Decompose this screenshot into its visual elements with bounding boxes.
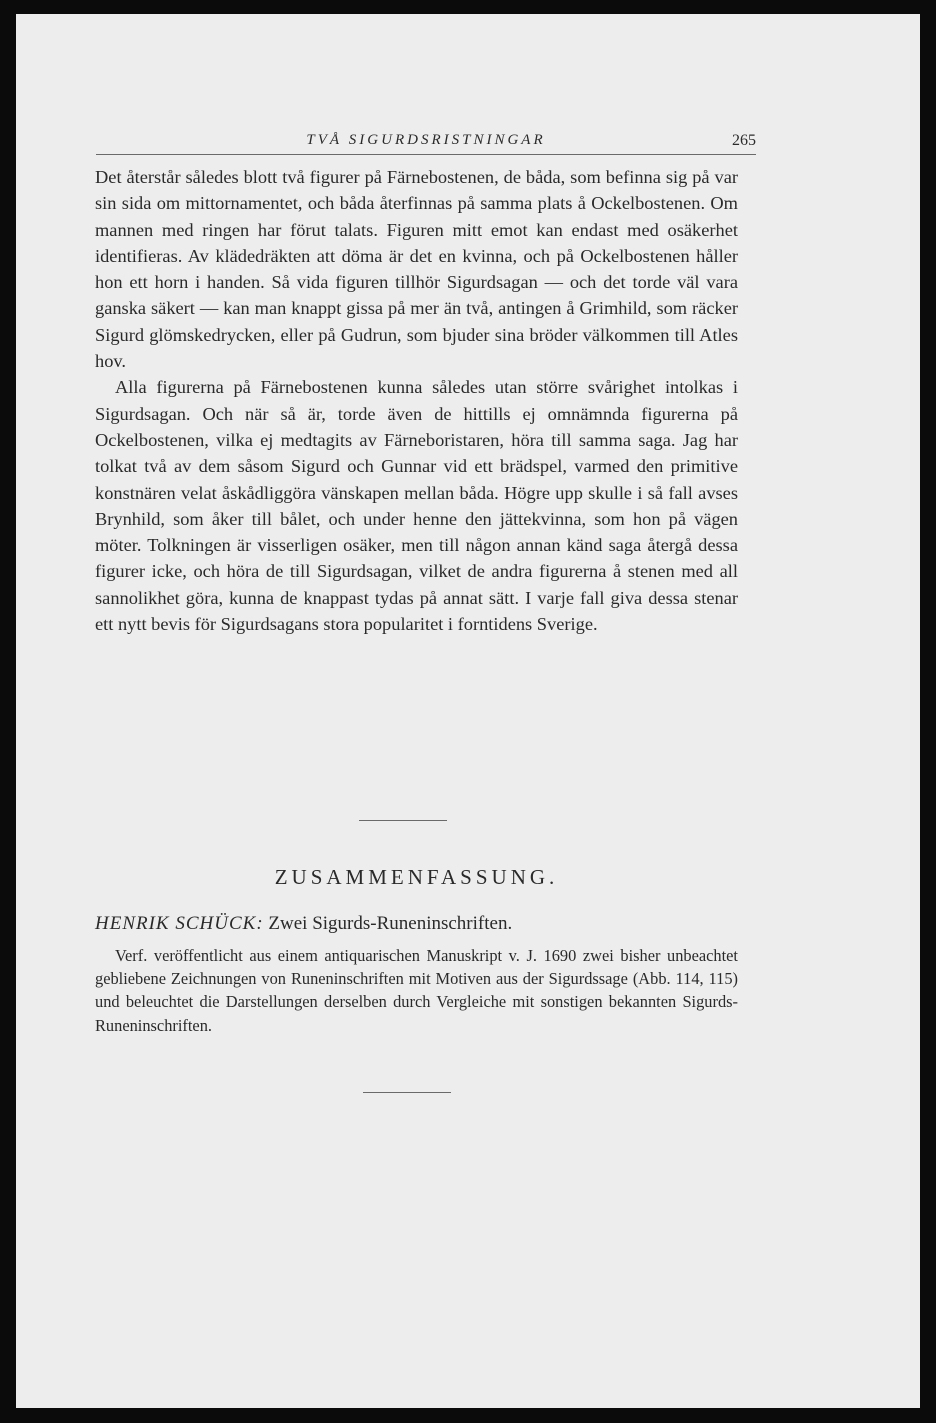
summary-author: HENRIK SCHÜCK:: [95, 913, 264, 934]
summary-text: [95, 944, 738, 1037]
body-paragraph-1: Det återstår således blott två figurer på Färnebostenen, de båda, som befinna sig på var sin sida om mittornamentet, och båda återfinnas på samma plats å Ockelbostenen. Om mannen med ringen har förut talats. Figuren mitt emot kan endast med osäkerhet identifieras. Av klädedräkten att döma är det en kvinna, och på Ockelbostenen håller hon ett horn i handen. Så vida figuren tillhör Sigurdsagan — och det torde väl vara ganska säkert — kan man knappt gissa på mer än två, antingen å Grimhild, som räcker Sigurd glömskedrycken, eller på Gudrun, som bjuder sina bröder välkommen till Atles hov.: [95, 167, 738, 372]
section-divider-bottom: [363, 1092, 451, 1093]
page-number: 265: [732, 132, 756, 149]
summary-citation: [95, 913, 738, 935]
running-head: [96, 118, 756, 155]
body-text: [95, 164, 738, 637]
section-heading: ZUSAMMENFASSUNG.: [274, 865, 559, 889]
summary-paragraph: Verf. veröffentlicht aus einem antiquarischen Manuskript v. J. 1690 zwei bisher unbeachtet gebliebene Zeichnungen von Runeninschriften mit Motiven aus der Sigurdssage (Abb. 114, 115) und beleuchtet die Darstellungen derselben durch Vergleiche mit sonstigen bekannten Sigurds-Runeninschriften.: [95, 946, 738, 1035]
summary-title: Zwei Sigurds-Runeninschriften.: [268, 913, 513, 934]
body-paragraph-2: Alla figurerna på Färnebostenen kunna således utan större svårighet intolkas i Sigurdsagan. Och när så är, torde även de hittills ej omnämnda figurerna på Ockelbostenen, vilka ej medtagits av Färneboristaren, höra till samma saga. Jag har tolkat två av dem såsom Sigurd och Gunnar vid ett brädspel, varmed den primitive konstnären velat åskådliggöra vänskapen mellan båda. Högre upp skulle i så fall avses Brynhild, som åker till bålet, och under henne den jättekvinna, som hon på vägen möter. Tolkningen är visserligen osäker, men till någon annan känd saga återgå dessa figurer icke, och höra de till Sigurdsagan, vilket de andra figurerna å stenen med all sannolikhet göra, kunna de knappast tydas på annat sätt. I varje fall giva dessa stenar ett nytt bevis för Sigurdsagans stora popularitet i forntidens Sverige.: [95, 377, 738, 635]
section-divider-top: [359, 820, 447, 821]
running-title: TVÅ SIGURDSRISTNINGAR: [306, 132, 546, 148]
